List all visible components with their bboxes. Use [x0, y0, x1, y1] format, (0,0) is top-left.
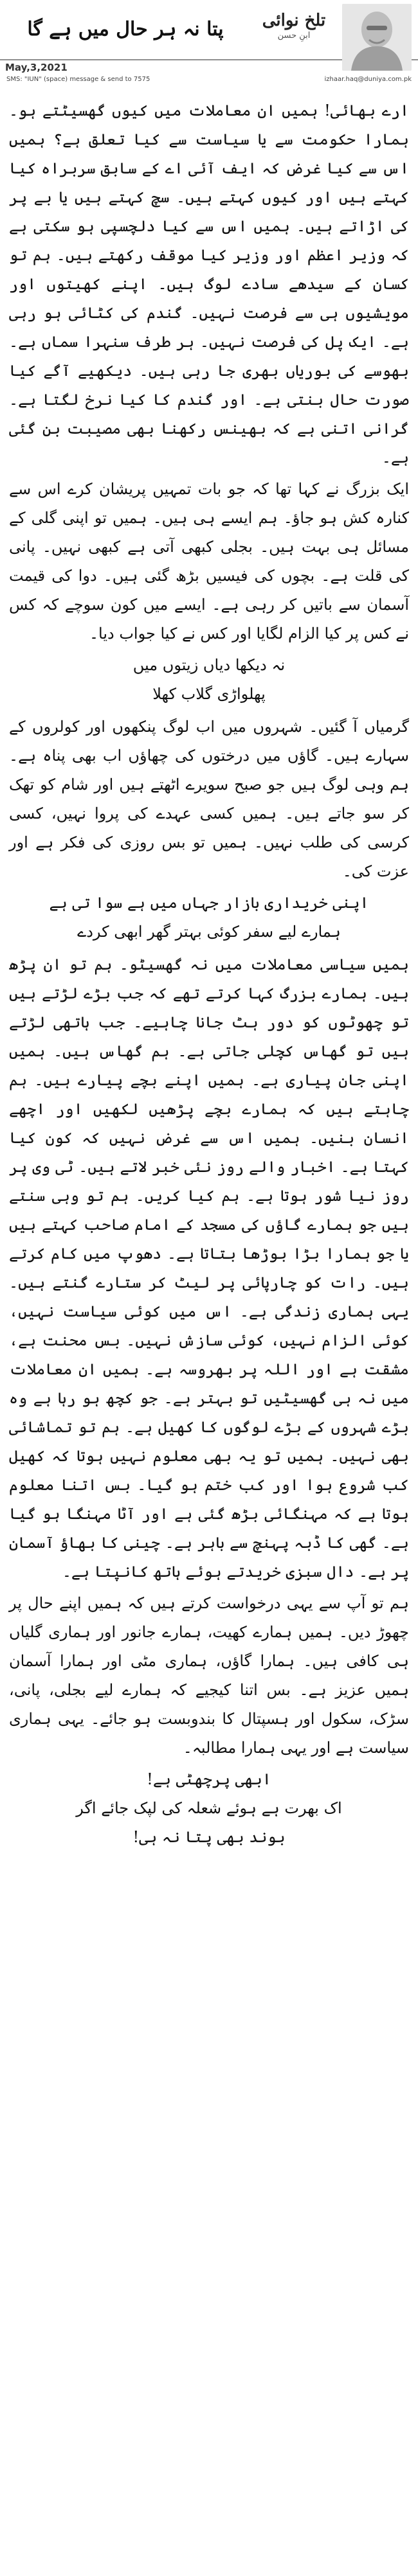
- author-name: ابنِ حسن: [277, 31, 311, 40]
- column-logo: [252, 10, 336, 48]
- author-email[interactable]: izhaar.haq@duniya.com.pk: [324, 76, 412, 83]
- verse-line: نہ دیکھا دیاں زیتوں میں: [132, 656, 286, 674]
- publish-date: May,3,2021: [5, 62, 68, 73]
- contact-row: [6, 76, 412, 86]
- column-header: [0, 0, 418, 83]
- verse-line: اپنی خریداری بازار جہاں میں ہے سوا تی ہے: [49, 894, 369, 912]
- verse-line: پھلواڑی گلاب کھلا: [152, 685, 266, 703]
- paragraph: گرمیاں آ گئیں۔ شہروں میں اب لوگ پنکھوں اور کولروں کے سہارے ہیں۔ گاؤں میں درختوں کی چھاؤں اب بھی پناہ ہے۔ ہم وہی لوگ ہیں جو صبح سویرے اٹھتے ہیں اور شام کو تھک کر سو جاتے ہیں۔ ہمیں کسی عہدے کی پروا نہیں، کسی کرسی کی طلب نہیں۔ ہمیں تو بس روزی کی فکر ہے اور عزت کی۔: [9, 718, 409, 880]
- verse-line: ابھی پرچھٹی ہے!: [147, 1770, 271, 1788]
- sms-info: SMS: "IUN" (space) message & send to 7575: [6, 76, 150, 83]
- verse-line: ہمارے لیے سفر کوئی بہتر گھر ابھی کردے: [77, 923, 341, 941]
- author-portrait: [342, 4, 412, 71]
- verse-line: بوند بھی پتا نہ ہی!: [132, 1828, 286, 1846]
- portrait-icon: [342, 4, 412, 71]
- verse-block: [9, 651, 409, 709]
- article-body: [9, 96, 409, 1856]
- paragraph: ایک بزرگ نے کہا تھا کہ جو بات تمہیں پریشان کرے اس سے کنارہ کش ہو جاؤ۔ ہم ایسے ہی ہیں۔ ہمیں تو اپنی گلی کے مسائل ہی بہت ہیں۔ بجلی کبھی آتی ہے کبھی نہیں۔ پانی کی قلت ہے۔ بچوں کی فیسیں بڑھ گئی ہیں۔ دوا کی قیمت آسمان سے باتیں کر رہی ہے۔ ایسے میں کون سوچے کہ کس نے کس پر کیا الزام لگایا اور کس نے کیا جواب دیا۔: [9, 480, 409, 643]
- paragraph: ارے بھائی! ہمیں ان معاملات میں کیوں گھسیٹتے ہو۔ ہمارا حکومت سے یا سیاست سے کیا تعلق ہے؟ ہمیں اس سے کیا غرض کہ ایف آئی اے کے سابق سربراہ کیا کہتے ہیں اور کیوں کہتے ہیں۔ سچ کہتے ہیں یا بے پر کی اڑاتے ہیں۔ ہمیں اس سے کیا دلچسپی ہو سکتی ہے کہ وزیر اعظم اور وزیر کیا موقف رکھتے ہیں۔ ہم تو کسان کے سیدھے سادے لوگ ہیں۔ اپنے کھیتوں اور مویشیوں ہی سے فرصت نہیں۔ گندم کی کٹائی ہو رہی ہے۔ ایک پل کی فرصت نہیں۔ ہر طرف سنہرا سماں ہے۔ بھوسے کی بوریاں بھری جا رہی ہیں۔ دیکھیے آگے کیا صورت حال بنتی ہے۔ اور گندم کا کیا نرخ لگتا ہے۔ گرانی اتنی ہے کہ بھینس رکھنا بھی مصیبت بن گئی ہے۔: [9, 102, 409, 466]
- verse-block: [9, 1765, 409, 1852]
- column-name: تلخ نوائی: [262, 11, 326, 30]
- headline: پتا نہ ہر حال میں ہے گا: [27, 18, 224, 40]
- verse-line: اک بھرت ہے ہوئے شعلہ کی لپک جائے اگر: [76, 1799, 342, 1817]
- paragraph: ہم تو آپ سے یہی درخواست کرتے ہیں کہ ہمیں اپنے حال پر چھوڑ دیں۔ ہمیں ہمارے کھیت، ہمارے جانور اور ہماری گلیاں ہی کافی ہیں۔ ہمارا گاؤں، ہماری مٹی اور ہمارا آسمان ہمیں عزیز ہے۔ بس اتنا کیجیے کہ ہمارے لیے بجلی، پانی، سڑک، سکول اور ہسپتال کا بندوبست ہو جائے۔ یہی ہماری سیاست ہے اور یہی ہمارا مطالبہ۔: [9, 1594, 409, 1757]
- paragraph: ہمیں سیاسی معاملات میں نہ گھسیٹو۔ ہم تو ان پڑھ ہیں۔ ہمارے بزرگ کہا کرتے تھے کہ جب بڑے لڑتے ہیں تو چھوٹوں کو دور ہٹ جانا چاہیے۔ جب ہاتھی لڑتے ہیں تو گھاس کچلی جاتی ہے۔ ہم گھاس ہیں۔ ہمیں اپنی جان پیاری ہے۔ ہمیں اپنے بچے پیارے ہیں۔ ہم چاہتے ہیں کہ ہمارے بچے پڑھیں لکھیں اور اچھے انسان بنیں۔ ہمیں اس سے غرض نہیں کہ کون کیا کہتا ہے۔ اخبار والے روز نئی خبر لاتے ہیں۔ ٹی وی پر روز نیا شور ہوتا ہے۔ ہم کیا کریں۔ ہم تو وہی سنتے ہیں جو ہمارے گاؤں کی مسجد کے امام صاحب کہتے ہیں یا جو ہمارا بڑا بوڑھا بتاتا ہے۔ دھوپ میں کام کرتے ہیں۔ رات کو چارپائی پر لیٹ کر ستارے گنتے ہیں۔ یہی ہماری زندگی ہے۔ اس میں کوئی سیاست نہیں، کوئی الزام نہیں، کوئی سازش نہیں۔ بس محنت ہے، مشقت ہے اور اللہ پر بھروسہ ہے۔ ہمیں ان معاملات میں نہ ہی گھسیٹیں تو بہتر ہے۔ جو کچھ ہو رہا ہے وہ بڑے شہروں کے بڑے لوگوں کا کھیل ہے۔ ہم تو تماشائی بھی نہیں۔ ہمیں تو یہ بھی معلوم نہیں ہوتا کہ کھیل کب شروع ہوا اور کب ختم ہو گیا۔ بس اتنا معلوم ہوتا ہے کہ مہنگائی بڑھ گئی ہے اور آٹا مہنگا ہو گیا ہے۔ گھی کا ڈبہ پہنچ سے باہر ہے۔ چینی کا بھاؤ آسمان پر ہے۔ دال سبزی خریدتے ہوئے ہاتھ کانپتا ہے۔: [9, 955, 409, 1581]
- verse-block: [9, 889, 409, 946]
